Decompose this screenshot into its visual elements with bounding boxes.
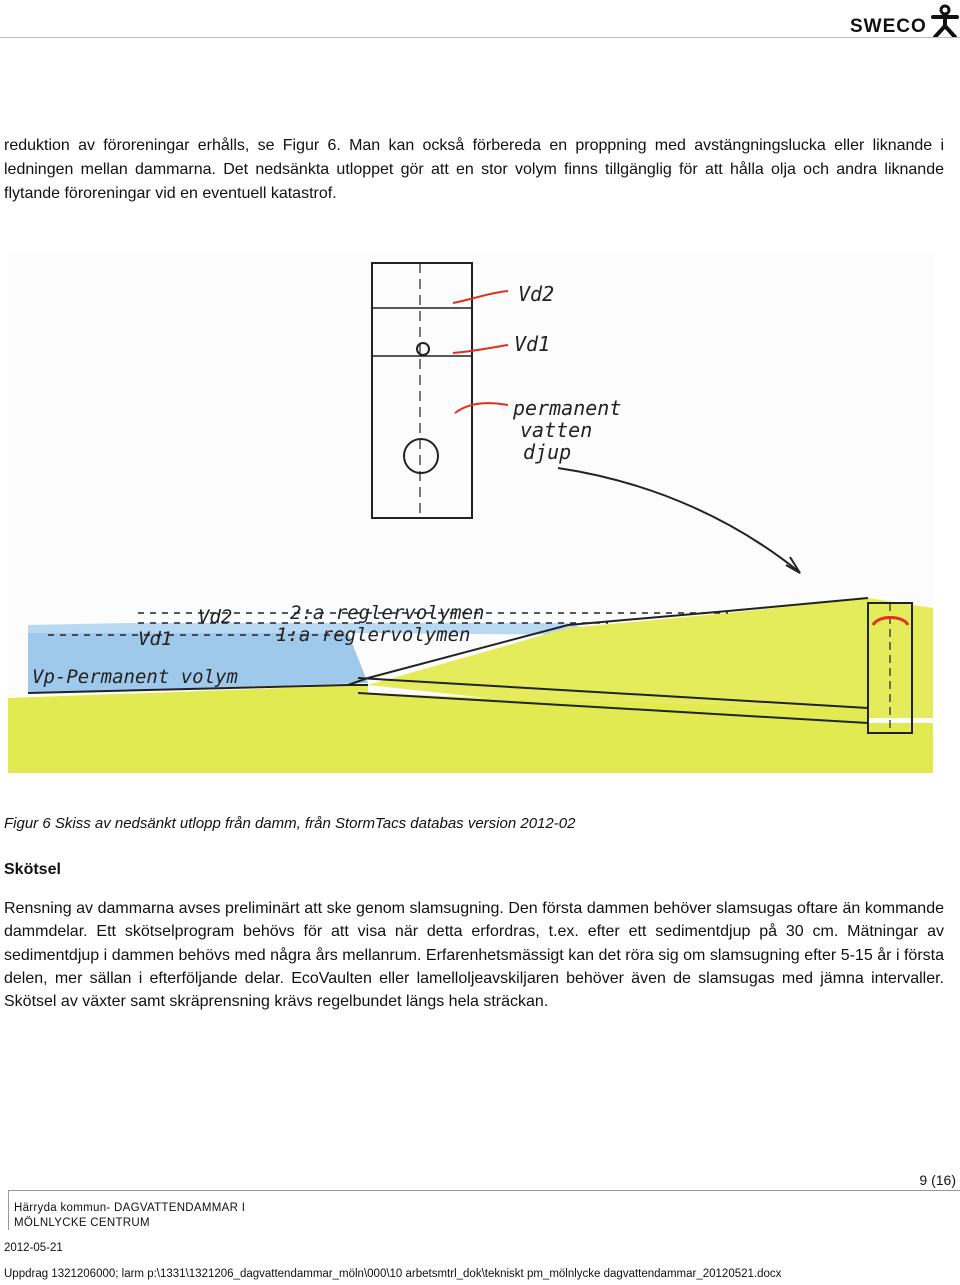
- intro-paragraph: reduktion av föroreningar erhålls, se Figur 6. Man kan också förbereda en proppning med avstängningslucka eller liknande i ledningen mellan dammarna. Det nedsänkta utloppet gör att en stor volym finns tillgänglig för att hålla olja och andra liknande flytande föroreningar vid en eventuell katastrof.: [4, 137, 944, 202]
- sweco-person-icon: [930, 4, 960, 38]
- vp-label: Vp-Permanent volym: [32, 666, 238, 688]
- footer-vertical-divider: [8, 1190, 9, 1230]
- vd2-label: Vd2: [518, 282, 555, 306]
- vd1-label: Vd1: [514, 332, 551, 356]
- outlet-sketch-figure: [8, 253, 933, 773]
- permanent-label-2: vatten: [520, 418, 593, 442]
- header-divider: [0, 37, 960, 38]
- sweco-logo: [850, 4, 960, 38]
- footer-divider: [8, 1190, 960, 1191]
- permanent-label-3: djup: [523, 440, 572, 464]
- footer-project-line-2: MÖLNLYCKE CENTRUM: [14, 1217, 150, 1229]
- section-heading: Skötsel: [4, 861, 61, 878]
- skotsel-paragraph: Rensning av dammarna avses preliminärt att ske genom slamsugning. Den första dammen behöver slamsugas oftare än kommande dammdelar. Ett skötselprogram behövs för att visa när detta erfordras, t.ex. efter ett sedimentdjup på 30 cm. Mätningar av sedimentdjup i dammen behövs med några års mellanrum. Erfarenhetsmässigt kan det röra sig om slamsugning efter 5-15 år i första delen, mer sällan i efterföljande delar. EcoVaulten eller lamelloljeavskiljaren behöver även de slamsugas med jämna intervaller. Skötsel av växter samt skräprensning krävs regelbundet längs hela sträckan.: [4, 900, 944, 1011]
- footer-date: 2012-05-21: [4, 1242, 63, 1254]
- figure-caption: Figur 6 Skiss av nedsänkt utlopp från damm, från StormTacs databas version 2012-02: [4, 815, 576, 832]
- regler2-label: 2:a reglervolymen: [290, 602, 485, 624]
- page-number: 9 (16): [919, 1172, 956, 1188]
- regler1-label: 1:a reglervolymen: [276, 624, 471, 646]
- footer-project: [14, 1201, 245, 1231]
- footer-project-line-1: Härryda kommun- DAGVATTENDAMMAR I: [14, 1202, 246, 1214]
- vd1-lower-label: Vd1: [138, 628, 173, 650]
- permanent-label-1: permanent: [513, 396, 622, 420]
- vd2-lower-label: Vd2: [198, 606, 233, 628]
- footer-reference: Uppdrag 1321206000; larm p:\1331\1321206_dagvattendammar_möln\000\10 arbetsmtrl_dok\tekniskt pm_mölnlycke dagvattendammar_20120521.docx: [4, 1268, 782, 1280]
- logo-text: SWECO: [850, 16, 927, 37]
